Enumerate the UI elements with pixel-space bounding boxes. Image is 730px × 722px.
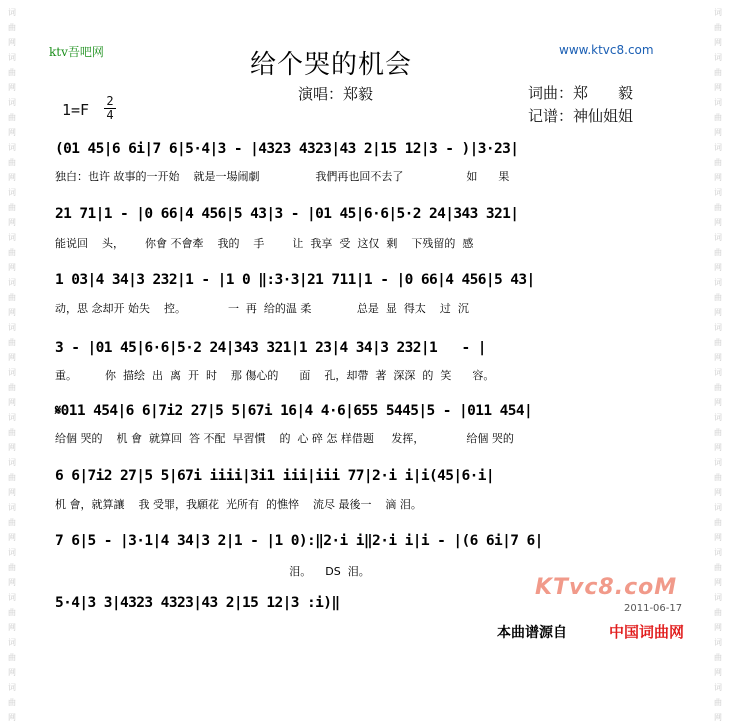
score-line-6-lyrics: 机 會，就算讓 我 受罪，我願花 光所有 的憔悴 流尽 最後一 滴 泪。 — [55, 498, 422, 511]
side-watermark-glyph: 曲 — [8, 203, 16, 212]
source-label: 本曲谱源自 — [497, 625, 567, 641]
side-watermark-glyph: 词 — [8, 548, 16, 557]
side-watermark-glyph: 网 — [8, 263, 16, 272]
side-watermark-glyph: 曲 — [714, 383, 722, 392]
side-watermark-right — [708, 0, 728, 722]
time-signature — [104, 95, 116, 122]
site-url: www.ktvc8.com — [559, 43, 654, 57]
side-watermark-glyph: 曲 — [714, 698, 722, 707]
side-watermark-glyph: 词 — [8, 683, 16, 692]
side-watermark-glyph: 词 — [714, 638, 722, 647]
side-watermark-glyph: 词 — [8, 368, 16, 377]
side-watermark-glyph: 网 — [8, 83, 16, 92]
side-watermark-glyph: 曲 — [8, 608, 16, 617]
side-watermark-glyph: 曲 — [714, 653, 722, 662]
side-watermark-glyph: 词 — [714, 323, 722, 332]
side-watermark-glyph: 网 — [714, 668, 722, 677]
side-watermark-glyph: 网 — [8, 398, 16, 407]
song-title: 给个哭的机会 — [250, 50, 413, 80]
side-watermark-glyph: 词 — [714, 233, 722, 242]
side-watermark-glyph: 词 — [714, 458, 722, 467]
side-watermark-glyph: 曲 — [714, 113, 722, 122]
side-watermark-glyph: 网 — [714, 443, 722, 452]
side-watermark-glyph: 曲 — [714, 563, 722, 572]
score-line-3-lyrics: 动，思 念却开 始失 控。 一 再 给的温 柔 总是 显 得太 过 沉 — [55, 302, 469, 315]
singer-credit: 演唱：郑毅 — [298, 85, 374, 103]
score-line-5-lyrics: 给個 哭的 机 會 就算回 答 不配 早習慣 的 心 碎 怎 样借题 发挥， 给個 哭的 — [55, 432, 514, 445]
side-watermark-glyph: 曲 — [714, 23, 722, 32]
side-watermark-glyph: 词 — [714, 188, 722, 197]
score-line-8-notes: 5·4|3 3|4323 4323|43 2|15 12|3 :i)‖ — [55, 595, 340, 611]
side-watermark-glyph: 词 — [8, 503, 16, 512]
watermark-date: 2011-06-17 — [624, 603, 683, 614]
side-watermark-glyph: 词 — [8, 458, 16, 467]
side-watermark-glyph: 曲 — [8, 563, 16, 572]
side-watermark-glyph: 词 — [714, 98, 722, 107]
side-watermark-glyph: 网 — [714, 353, 722, 362]
source-site-link[interactable]: 中国词曲网 — [609, 623, 685, 641]
side-watermark-glyph: 网 — [714, 488, 722, 497]
side-watermark-glyph: 曲 — [8, 473, 16, 482]
score-line-4-lyrics: 重。 你 描绘 出 离 开 时 那 傷心的 面 孔，却帶 著 深深 的 笑 容。 — [55, 369, 495, 382]
score-line-1-notes: (01 45|6 6i|7 6|5·4|3 - |4323 4323|43 2|15 12|3 - )|3·23| — [55, 141, 519, 157]
side-watermark-glyph: 曲 — [8, 383, 16, 392]
side-watermark-glyph: 词 — [8, 323, 16, 332]
side-watermark-glyph: 网 — [8, 713, 16, 722]
side-watermark-glyph: 网 — [714, 623, 722, 632]
side-watermark-glyph: 网 — [8, 533, 16, 542]
side-watermark-glyph: 曲 — [714, 203, 722, 212]
time-signature-bottom: 4 — [106, 108, 114, 122]
side-watermark-glyph: 词 — [8, 638, 16, 647]
side-watermark-glyph: 词 — [8, 143, 16, 152]
side-watermark-glyph: 网 — [8, 353, 16, 362]
side-watermark-glyph: 曲 — [714, 473, 722, 482]
side-watermark-glyph: 网 — [714, 578, 722, 587]
side-watermark-glyph: 网 — [8, 443, 16, 452]
side-watermark-glyph: 网 — [714, 128, 722, 137]
side-watermark-glyph: 网 — [8, 128, 16, 137]
side-watermark-glyph: 网 — [8, 308, 16, 317]
side-watermark-glyph: 词 — [8, 278, 16, 287]
side-watermark-glyph: 网 — [8, 578, 16, 587]
score-line-2-notes: 21 71|1 - |0 66|4 456|5 43|3 - |01 45|6·6|5·2 24|343 321| — [55, 206, 519, 222]
side-watermark-glyph: 曲 — [8, 113, 16, 122]
score-line-7-notes: 7 6|5 - |3·1|4 34|3 2|1 - |1 0):‖2·i i‖2·i i|i - |(6 6i|7 6| — [55, 533, 543, 549]
side-watermark-glyph: 网 — [714, 263, 722, 272]
side-watermark-glyph: 词 — [714, 53, 722, 62]
transcriber-credit: 记谱：神仙姐姐 — [528, 107, 634, 125]
side-watermark-glyph: 网 — [714, 38, 722, 47]
lyricist-composer-credit: 词曲：郑 毅 — [528, 84, 634, 102]
side-watermark-glyph: 词 — [714, 503, 722, 512]
side-watermark-glyph: 曲 — [714, 293, 722, 302]
side-watermark-glyph: 网 — [714, 308, 722, 317]
side-watermark-glyph: 曲 — [8, 338, 16, 347]
side-watermark-glyph: 曲 — [714, 428, 722, 437]
side-watermark-glyph: 曲 — [714, 248, 722, 257]
side-watermark-glyph: 曲 — [714, 518, 722, 527]
side-watermark-glyph: 网 — [714, 218, 722, 227]
side-watermark-glyph: 网 — [8, 668, 16, 677]
side-watermark-glyph: 曲 — [714, 158, 722, 167]
side-watermark-glyph: 词 — [714, 683, 722, 692]
side-watermark-glyph: 词 — [8, 188, 16, 197]
side-watermark-glyph: 曲 — [8, 518, 16, 527]
key-signature: 1=F — [62, 101, 90, 119]
side-watermark-glyph: 网 — [714, 713, 722, 722]
side-watermark-glyph: 曲 — [8, 23, 16, 32]
side-watermark-glyph: 词 — [714, 368, 722, 377]
side-watermark-left — [2, 0, 22, 722]
side-watermark-glyph: 曲 — [714, 68, 722, 77]
side-watermark-glyph: 网 — [8, 623, 16, 632]
side-watermark-glyph: 词 — [8, 98, 16, 107]
score-line-3-notes: 1 03|4 34|3 232|1 - |1 0 ‖:3·3|21 711|1 - |0 66|4 456|5 43| — [55, 272, 535, 288]
score-line-2-lyrics: 能说回 头， 你會 不會牽 我的 手 让 我享 受 这仅 剩 下残留的 感 — [55, 237, 474, 250]
side-watermark-glyph: 曲 — [8, 293, 16, 302]
side-watermark-glyph: 词 — [714, 278, 722, 287]
side-watermark-glyph: 曲 — [8, 428, 16, 437]
side-watermark-glyph: 曲 — [8, 698, 16, 707]
side-watermark-glyph: 词 — [8, 413, 16, 422]
side-watermark-glyph: 曲 — [8, 653, 16, 662]
side-watermark-glyph: 网 — [8, 218, 16, 227]
side-watermark-glyph: 词 — [8, 593, 16, 602]
side-watermark-glyph: 词 — [8, 233, 16, 242]
side-watermark-glyph: 网 — [714, 83, 722, 92]
score-line-7-lyrics: 泪。 DS 泪。 — [55, 565, 370, 578]
side-watermark-glyph: 词 — [714, 143, 722, 152]
side-watermark-glyph: 词 — [714, 413, 722, 422]
score-line-6-notes: 6 6|7i2 27|5 5|67i iiii|3i1 iii|iii 77|2·i i|i(45|6·i| — [55, 468, 495, 484]
side-watermark-glyph: 网 — [8, 38, 16, 47]
score-line-1-lyrics: 独白：也许 故事的一开始 就是一場闹劇 我們再也回不去了 如 果 — [55, 170, 510, 183]
side-watermark-glyph: 曲 — [8, 248, 16, 257]
side-watermark-glyph: 网 — [714, 533, 722, 542]
side-watermark-glyph: 词 — [714, 548, 722, 557]
side-watermark-glyph: 曲 — [714, 338, 722, 347]
side-watermark-glyph: 网 — [714, 173, 722, 182]
side-watermark-glyph: 网 — [8, 488, 16, 497]
side-watermark-glyph: 词 — [8, 53, 16, 62]
score-line-4-notes: 3 - |01 45|6·6|5·2 24|343 321|1 23|4 34|3 232|1 - | — [55, 340, 486, 356]
site-logo: ktv吾吧网 — [49, 45, 104, 59]
side-watermark-glyph: 词 — [8, 8, 16, 17]
side-watermark-glyph: 曲 — [8, 68, 16, 77]
side-watermark-glyph: 词 — [714, 8, 722, 17]
side-watermark-glyph: 曲 — [714, 608, 722, 617]
side-watermark-glyph: 词 — [714, 593, 722, 602]
score-line-5-notes: 𝄋011 454|6 6|7i2 27|5 5|67i 16|4 4·6|655 5445|5 - |011 454| — [55, 403, 533, 419]
side-watermark-glyph: 网 — [714, 398, 722, 407]
time-signature-top: 2 — [104, 95, 116, 109]
watermark-logo: KTvc8.coM — [535, 575, 678, 600]
side-watermark-glyph: 网 — [8, 173, 16, 182]
side-watermark-glyph: 曲 — [8, 158, 16, 167]
